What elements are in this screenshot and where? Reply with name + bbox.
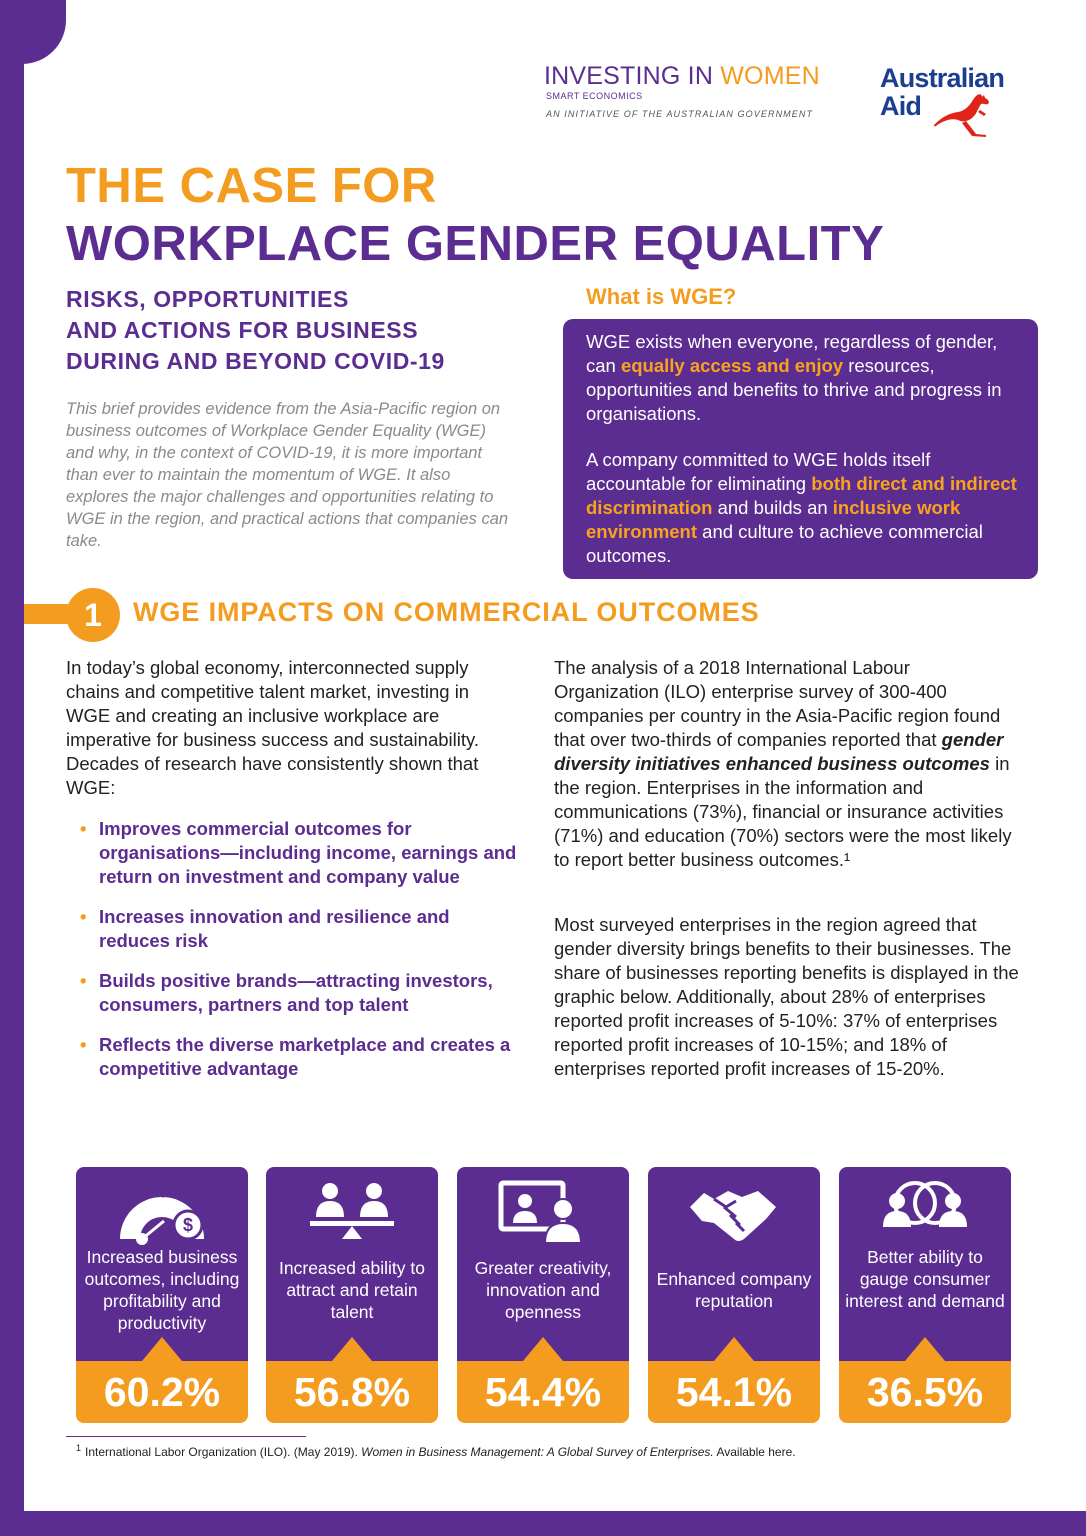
subtitle-line3: DURING AND BEYOND COVID-19	[66, 348, 445, 374]
list-item-text: Reflects the diverse marketplace and creates a competitive advantage	[99, 1034, 511, 1079]
iiw-initiative: AN INITIATIVE OF THE AUSTRALIAN GOVERNMENT	[546, 109, 814, 119]
col2-p1-text-b: in the region. Enterprises in the information and communications (73%), financial or insurance activities (71%) and education (70%) sectors were the most likely to report better business outcomes.¹	[554, 753, 1012, 870]
footnote-divider	[66, 1436, 306, 1437]
intro-paragraph: This brief provides evidence from the Asia-Pacific region on business outcomes of Workplace Gender Equality (WGE) and why, in the context of COVID-19, it is more important than ever to maintain the momentum of WGE. It also explores the major challenges and opportunities relating to WGE in the region, and practical actions that companies can take.	[66, 400, 509, 550]
stat-card-top	[839, 1167, 1011, 1361]
benefits-list	[80, 817, 520, 1097]
svg-text:$: $	[182, 1215, 194, 1235]
stat-card-consumer-interest	[839, 1167, 1011, 1423]
list-item	[80, 905, 520, 953]
balance-people-icon	[302, 1177, 402, 1247]
subtitle-line2: AND ACTIONS FOR BUSINESS	[66, 317, 419, 343]
iiw-women: WOMEN	[720, 62, 820, 90]
list-item	[80, 969, 520, 1017]
stat-card-creativity	[457, 1167, 629, 1423]
iiw-smart-economics: SMART ECONOMICS	[546, 91, 643, 101]
stat-label: Greater creativity, innovation and openness	[474, 1258, 612, 1322]
column1-intro: In today’s global economy, interconnected supply chains and competitive talent market, investing in WGE and creating an inclusive workplace are imperative for business success and sustainability. Decades of research have consistently shown that WGE:	[66, 657, 480, 798]
kangaroo-icon	[932, 90, 1002, 138]
wge-p2-text-c: and culture to achieve commercial outcomes.	[586, 521, 983, 566]
list-item	[80, 1033, 520, 1081]
stat-value: 54.4%	[457, 1361, 629, 1423]
wge-paragraph-1	[586, 330, 1026, 426]
list-item	[80, 817, 520, 889]
footnote-title: Women in Business Management: A Global Survey of Enterprises.	[361, 1445, 714, 1459]
stat-card-top	[266, 1167, 438, 1361]
iiw-investing-in: INVESTING IN	[544, 62, 714, 90]
col2-p1-text-a: The analysis of a 2018 International Labour Organization (ILO) enterprise survey of 300-400 companies per country in the Asia-Pacific region found that over two-thirds of companies reported that	[554, 657, 1001, 750]
wge-p2-text-b: and builds an	[712, 497, 833, 518]
stat-value: 54.1%	[648, 1361, 820, 1423]
australian-aid-logo	[880, 64, 1030, 138]
bullet-dot: •	[80, 818, 87, 839]
stat-card-top	[457, 1167, 629, 1361]
subtitle-line1: RISKS, OPPORTUNITIES	[66, 286, 349, 312]
bullet-dot: •	[80, 970, 87, 991]
aus-aid-line2: Aid	[880, 91, 922, 121]
footnote-number: 1	[76, 1443, 82, 1453]
aus-aid-line1: Australian	[880, 63, 1005, 93]
wge-p1-highlight: equally access and enjoy	[620, 355, 844, 376]
stat-label: Increased business outcomes, including profitability and productivity	[84, 1247, 240, 1333]
wge-heading: What is WGE?	[586, 284, 737, 309]
list-item-text: Builds positive brands—attracting investors, consumers, partners and top talent	[99, 970, 493, 1015]
title-line1: THE CASE FOR	[66, 159, 437, 213]
stat-notch	[142, 1337, 182, 1361]
subtitle	[66, 284, 546, 377]
stat-value: 36.5%	[839, 1361, 1011, 1423]
handshake-icon	[684, 1177, 784, 1247]
footnote-text-a: International Labor Organization (ILO). (May 2019).	[85, 1445, 362, 1459]
title-line2: WORKPLACE GENDER EQUALITY	[66, 217, 885, 271]
wge-paragraph-2	[586, 448, 1026, 568]
left-accent-bar	[0, 0, 24, 1536]
corner-accent	[0, 0, 66, 64]
stat-card-talent	[266, 1167, 438, 1423]
col2-p1-emphasis: gender diversity initiatives enhanced business outcomes	[554, 729, 1004, 774]
section-number: 1	[66, 588, 120, 642]
stat-card-top	[76, 1167, 248, 1361]
column2-paragraph-2: Most surveyed enterprises in the region agreed that gender diversity brings benefits to their businesses. The share of businesses reporting benefits is displayed in the graphic below. Additionally, about 28% of enterprises reported profit increases of 5-10%: 37% of enterprises reported profit increases of 10-15%; and 18% of enterprises reported profit increases of 15-20%.	[554, 914, 1019, 1079]
list-item-text: Improves commercial outcomes for organisations—including income, earnings and return on investment and company value	[99, 818, 517, 887]
column2-paragraph-1	[554, 656, 1019, 872]
iiw-title	[544, 62, 820, 91]
bullet-dot: •	[80, 1034, 87, 1055]
wge-p2-highlight-1: both direct and indirect discrimination	[586, 473, 1017, 518]
stat-notch	[332, 1337, 372, 1361]
footnote	[76, 1443, 796, 1459]
stat-notch	[523, 1337, 563, 1361]
section-title: WGE IMPACTS ON COMMERCIAL OUTCOMES	[133, 597, 760, 627]
stat-value: 60.2%	[76, 1361, 248, 1423]
stat-card-top	[648, 1167, 820, 1361]
gauge-dollar-icon	[112, 1177, 212, 1247]
stat-label: Increased ability to attract and retain talent	[279, 1258, 425, 1322]
wge-p2-highlight-2: inclusive work environment	[586, 497, 961, 542]
stat-notch	[905, 1337, 945, 1361]
stat-card-business-outcomes	[76, 1167, 248, 1423]
investing-in-women-logo	[544, 62, 820, 119]
list-item-text: Increases innovation and resilience and reduces risk	[99, 906, 450, 951]
stat-value: 56.8%	[266, 1361, 438, 1423]
wge-p1-text-b: resources, opportunities and benefits to thrive and progress in organisations.	[586, 355, 1002, 424]
stat-card-reputation	[648, 1167, 820, 1423]
footnote-link[interactable]: Available here.	[713, 1445, 796, 1459]
video-meeting-icon	[493, 1177, 593, 1247]
bottom-accent-bar	[0, 1511, 1086, 1536]
people-circles-icon	[875, 1177, 975, 1247]
stat-label: Enhanced company reputation	[656, 1269, 812, 1311]
bullet-dot: •	[80, 906, 87, 927]
wge-p1-text-a: WGE exists when everyone, regardless of gender, can	[586, 331, 998, 376]
wge-definition-box	[563, 319, 1038, 579]
stat-notch	[714, 1337, 754, 1361]
stat-label: Better ability to gauge consumer interest and demand	[845, 1247, 1005, 1311]
wge-p2-text-a: A company committed to WGE holds itself accountable for eliminating	[586, 449, 931, 494]
